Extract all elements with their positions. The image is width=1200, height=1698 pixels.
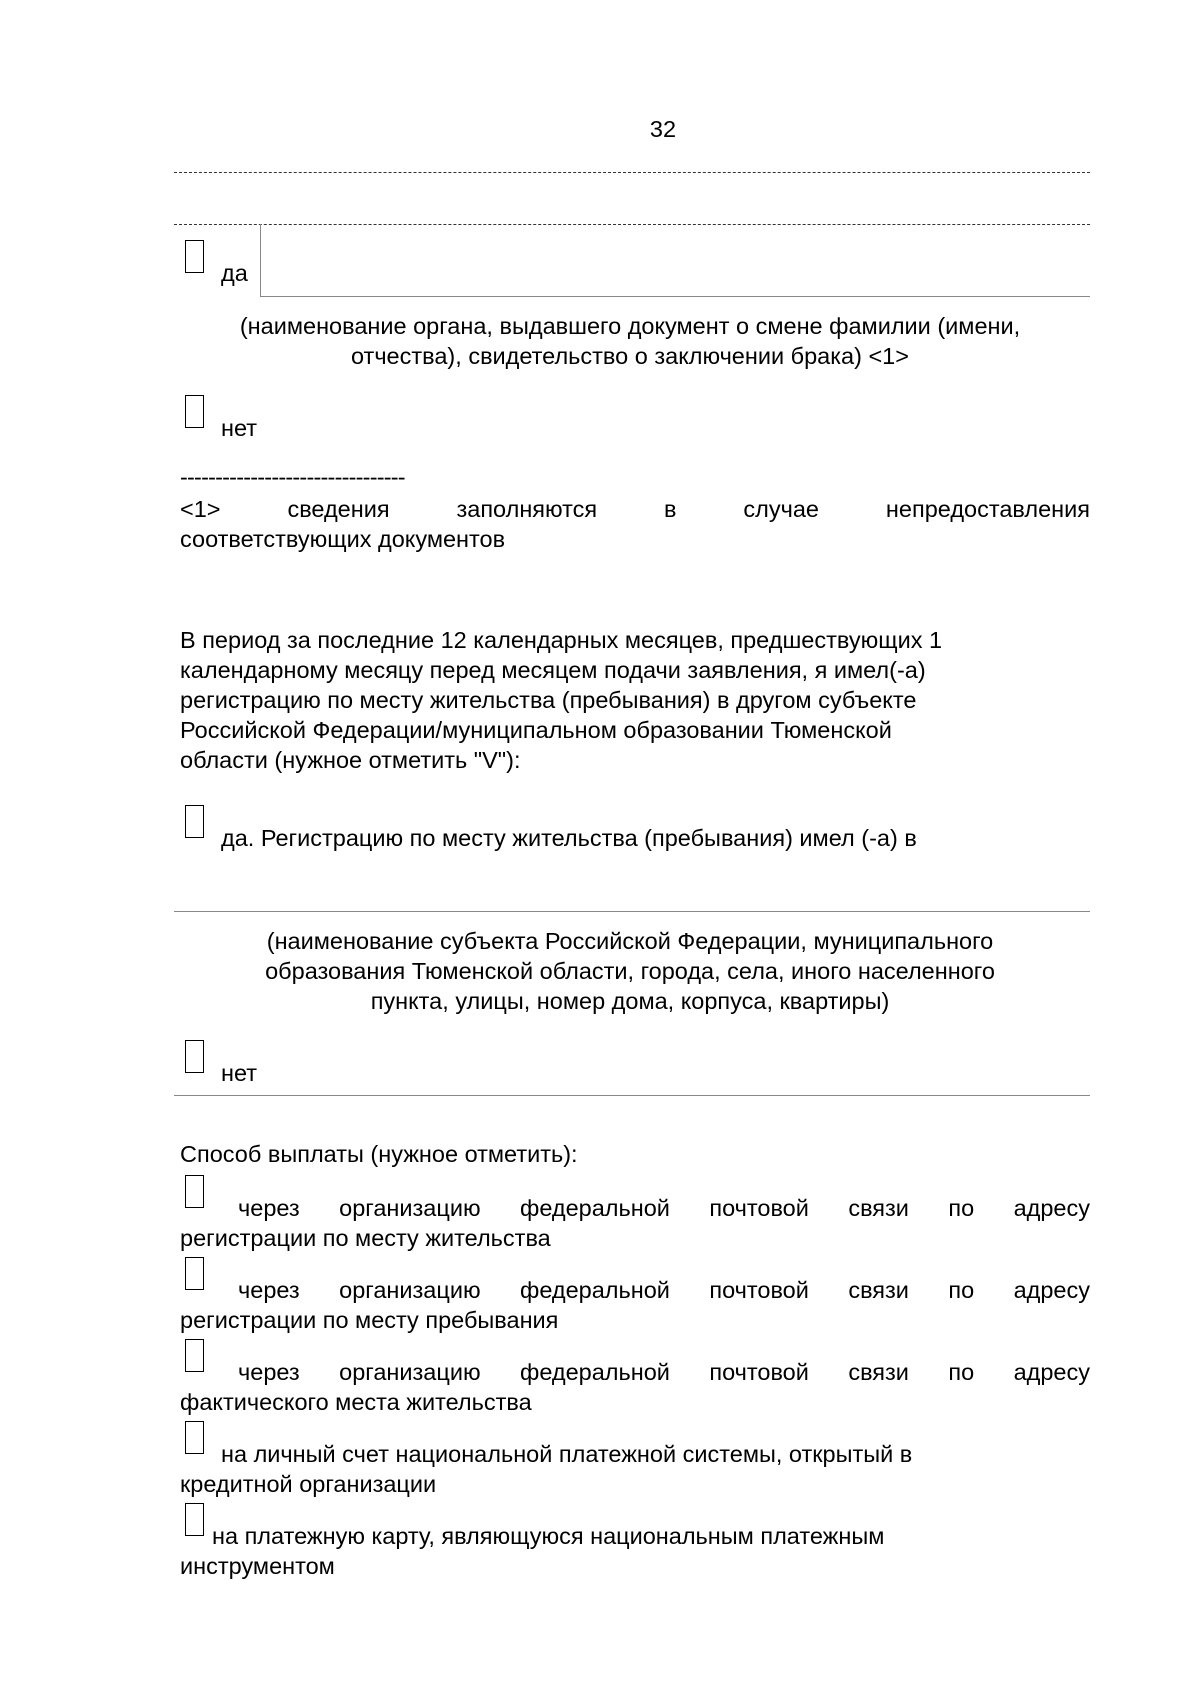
option-word: через	[238, 1359, 300, 1385]
option-word: организацию	[339, 1277, 481, 1303]
payment-option-postal-stay-line2: регистрации по месту пребывания	[180, 1307, 559, 1333]
footnote-word: сведения	[287, 496, 390, 522]
option-word: федеральной	[520, 1195, 670, 1221]
option-word: почтовой	[709, 1359, 809, 1385]
registration-address-field-line[interactable]	[174, 911, 1090, 912]
name-change-no-checkbox[interactable]	[185, 395, 204, 428]
footnote-word: заполняются	[456, 496, 598, 522]
footnote-line1	[180, 494, 1090, 524]
registration-caption-line2: образования Тюменской области, города, села, иного населенного	[265, 958, 995, 984]
payment-option-postal-actual-line1	[238, 1357, 1090, 1387]
footnote-line2: соответствующих документов	[180, 526, 506, 552]
option-word: федеральной	[520, 1277, 670, 1303]
option-word: организацию	[339, 1359, 481, 1385]
name-change-yes-label: да	[221, 260, 248, 286]
registration-paragraph-line1: В период за последние 12 календарных месяцев, предшествующих 1	[180, 627, 943, 653]
footnote-separator: --------------------------------	[180, 464, 405, 490]
registration-paragraph-line3: регистрацию по месту жительства (пребывания) в другом субъекте	[180, 687, 917, 713]
footnote-word: <1>	[180, 496, 221, 522]
payment-option-bank-account-checkbox[interactable]	[185, 1421, 204, 1454]
payment-option-card-line2: инструментом	[180, 1553, 335, 1579]
page-number: 32	[649, 116, 677, 142]
payment-option-postal-actual-line2: фактического места жительства	[180, 1389, 532, 1415]
payment-option-bank-account-line1: на личный счет национальной платежной системы, открытый в	[221, 1441, 913, 1467]
option-word: почтовой	[709, 1277, 809, 1303]
option-word: адресу	[1013, 1195, 1090, 1221]
registration-paragraph-line5: области (нужное отметить "V"):	[180, 747, 521, 773]
registration-no-label: нет	[221, 1060, 258, 1086]
payment-option-card-line1: на платежную карту, являющуюся национальным платежным	[212, 1523, 885, 1549]
name-change-yes-checkbox[interactable]	[185, 240, 204, 273]
issuing-authority-caption-line1: (наименование органа, выдавшего документ о смене фамилии (имени,	[239, 313, 1021, 339]
registration-caption-line1: (наименование субъекта Российской Федерации, муниципального	[266, 928, 994, 954]
payment-option-postal-residence-checkbox[interactable]	[185, 1175, 204, 1208]
issuing-authority-caption-line2: отчества), свидетельство о заключении брака) <1>	[351, 343, 909, 369]
payment-option-postal-actual-checkbox[interactable]	[185, 1339, 204, 1372]
registration-paragraph-line2: календарному месяцу перед месяцем подачи заявления, я имел(-а)	[180, 657, 926, 683]
registration-caption-line3: пункта, улицы, номер дома, корпуса, квартиры)	[370, 988, 890, 1014]
section-divider	[174, 1095, 1090, 1096]
payment-option-postal-residence-line1	[238, 1193, 1090, 1223]
issuing-authority-field[interactable]	[260, 224, 1090, 297]
payment-option-bank-account-line2: кредитной организации	[180, 1471, 437, 1497]
option-word: по	[948, 1359, 975, 1385]
option-word: связи	[848, 1359, 909, 1385]
option-word: по	[948, 1277, 975, 1303]
top-dashed-rule	[174, 172, 1090, 173]
option-word: через	[238, 1195, 300, 1221]
payment-heading: Способ выплаты (нужное отметить):	[180, 1141, 578, 1167]
option-word: связи	[848, 1195, 909, 1221]
payment-option-postal-stay-checkbox[interactable]	[185, 1257, 204, 1290]
option-word: через	[238, 1277, 300, 1303]
option-word: адресу	[1013, 1277, 1090, 1303]
option-word: федеральной	[520, 1359, 670, 1385]
footnote-word: случае	[743, 496, 820, 522]
footnote-word: в	[664, 496, 677, 522]
payment-option-postal-stay-line1	[238, 1275, 1090, 1305]
option-word: связи	[848, 1277, 909, 1303]
name-change-no-label: нет	[221, 415, 258, 441]
registration-no-checkbox[interactable]	[185, 1040, 204, 1073]
footnote-word: непредоставления	[885, 496, 1090, 522]
option-word: адресу	[1013, 1359, 1090, 1385]
registration-paragraph-line4: Российской Федерации/муниципальном образовании Тюменской	[180, 717, 892, 743]
payment-option-postal-residence-line2: регистрации по месту жительства	[180, 1225, 551, 1251]
option-word: организацию	[339, 1195, 481, 1221]
payment-option-card-checkbox[interactable]	[185, 1503, 204, 1536]
option-word: почтовой	[709, 1195, 809, 1221]
registration-yes-label: да. Регистрацию по месту жительства (пребывания) имел (-а) в	[221, 825, 917, 851]
registration-yes-checkbox[interactable]	[185, 805, 204, 838]
option-word: по	[948, 1195, 975, 1221]
